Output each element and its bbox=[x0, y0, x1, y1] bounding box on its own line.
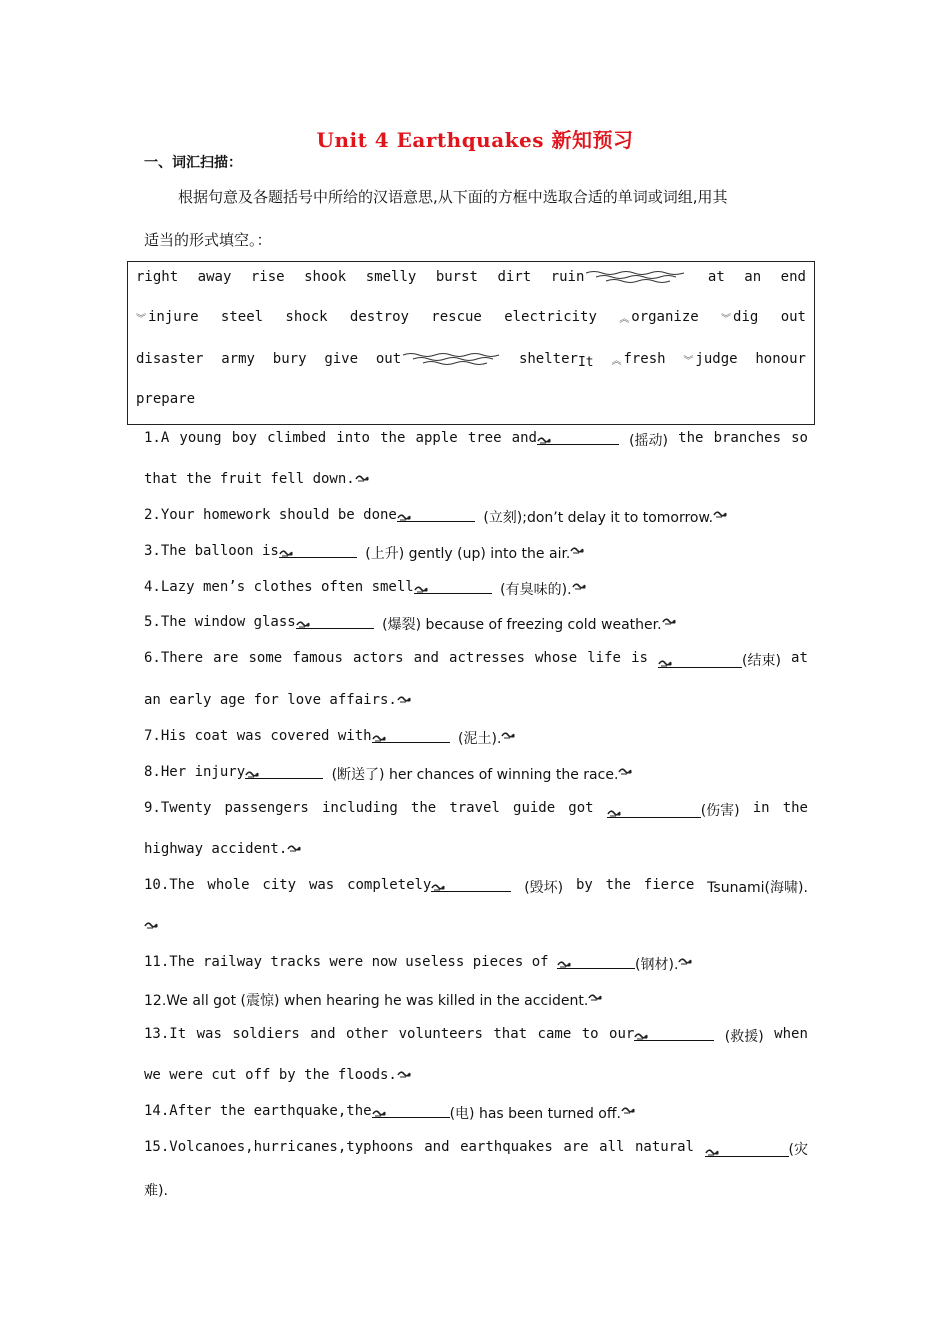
question-13-line-1 bbox=[144, 1026, 808, 1046]
word-box-row-4 bbox=[136, 391, 806, 407]
q-word: guide bbox=[513, 800, 556, 816]
word: an bbox=[744, 269, 762, 285]
q-word: the bbox=[782, 800, 808, 816]
q-word: 10.The bbox=[144, 877, 195, 893]
q-word: natural bbox=[634, 1139, 694, 1155]
ink-mark-icon bbox=[634, 1029, 650, 1039]
ink-mark-icon bbox=[287, 841, 303, 851]
q-hint: (摇动) bbox=[629, 433, 669, 449]
answer-blank[interactable] bbox=[372, 728, 450, 743]
q-text: 7.His coat was covered with bbox=[144, 728, 372, 744]
word: right bbox=[136, 269, 179, 285]
ink-mark-icon bbox=[414, 582, 430, 592]
ink-mark-icon bbox=[537, 433, 553, 443]
word: ruin bbox=[550, 269, 585, 285]
answer-blank[interactable] bbox=[296, 614, 374, 629]
q-word: the bbox=[678, 430, 704, 446]
q-word: boy bbox=[231, 430, 257, 446]
q-text: (泥土). bbox=[458, 731, 502, 747]
section-heading: 一、词汇扫描： bbox=[144, 155, 242, 171]
ink-mark-icon bbox=[713, 507, 729, 517]
ink-mark-icon bbox=[245, 767, 261, 777]
question-10-line-2 bbox=[144, 918, 808, 928]
chevron-down-icon: ︾ bbox=[136, 313, 146, 325]
word: dig bbox=[733, 309, 759, 325]
word: out bbox=[375, 351, 402, 367]
q-word: 9.Twenty bbox=[144, 800, 212, 816]
stray-mark: It bbox=[577, 354, 594, 370]
word-with-squiggle bbox=[551, 268, 689, 286]
question-3 bbox=[144, 543, 808, 563]
question-9-line-1 bbox=[144, 800, 808, 820]
q-text: 8.Her injury bbox=[144, 764, 246, 780]
word: rescue bbox=[431, 309, 482, 325]
q-text: (断送了) her chances of winning the race. bbox=[331, 767, 619, 783]
q-word: actors bbox=[352, 650, 404, 666]
q-text: 4.Lazy men’s clothes often smell bbox=[144, 579, 414, 595]
word-with-mark bbox=[518, 351, 594, 370]
word: army bbox=[221, 351, 255, 367]
answer-blank[interactable] bbox=[607, 803, 701, 818]
chevron-up-icon: ︽ bbox=[611, 355, 622, 367]
word: fresh bbox=[623, 351, 666, 367]
question-1-line-2 bbox=[144, 471, 808, 487]
word: shock bbox=[285, 309, 328, 325]
q-text: that the fruit fell down. bbox=[144, 471, 355, 487]
answer-blank[interactable] bbox=[414, 579, 492, 594]
question-10-line-1 bbox=[144, 877, 808, 897]
instruction-line-1: 根据句意及各题括号中所给的汉语意思,从下面的方框中选取合适的单词或词组,用其 bbox=[178, 188, 728, 206]
question-14 bbox=[144, 1103, 808, 1123]
q-text: 12.We all got (震惊) when hearing he was killed in the accident. bbox=[144, 993, 589, 1009]
q-text: highway accident. bbox=[144, 841, 288, 857]
squiggle-mark-icon bbox=[584, 268, 688, 286]
q-word: are bbox=[563, 1139, 589, 1155]
word: honour bbox=[755, 351, 806, 367]
instruction-line-2: 适当的形式填空。： bbox=[144, 231, 272, 249]
q-word: by bbox=[575, 877, 593, 893]
question-8 bbox=[144, 764, 808, 784]
q-word: when bbox=[774, 1026, 808, 1042]
ink-mark-icon bbox=[570, 543, 586, 553]
ink-mark-icon bbox=[572, 579, 588, 589]
answer-blank[interactable] bbox=[397, 507, 475, 522]
ink-mark-icon bbox=[296, 617, 312, 627]
q-word: soldiers bbox=[232, 1026, 300, 1042]
ink-mark-icon bbox=[279, 546, 295, 556]
q-word: in bbox=[752, 800, 770, 816]
word-with-chevron bbox=[683, 351, 737, 367]
word: electricity bbox=[504, 309, 597, 325]
q-word: and bbox=[310, 1026, 336, 1042]
q-text: (爆裂) because of freezing cold weather. bbox=[382, 617, 662, 633]
question-2 bbox=[144, 507, 808, 527]
word: dirt bbox=[497, 269, 532, 285]
word: judge bbox=[695, 351, 738, 367]
word-with-chevron bbox=[721, 309, 758, 325]
q-word: 13.It bbox=[144, 1026, 187, 1042]
answer-blank[interactable] bbox=[705, 1142, 789, 1157]
q-word: life bbox=[587, 650, 621, 666]
ink-mark-icon bbox=[431, 880, 447, 890]
q-word: travel bbox=[449, 800, 500, 816]
q-word: city bbox=[262, 877, 297, 893]
ink-mark-icon bbox=[705, 1145, 721, 1155]
question-12 bbox=[144, 990, 808, 1010]
answer-blank[interactable] bbox=[372, 1103, 450, 1118]
q-text: an early age for love affairs. bbox=[144, 692, 397, 708]
q-word: famous bbox=[292, 650, 343, 666]
ink-mark-icon bbox=[662, 614, 678, 624]
q-word: whose bbox=[535, 650, 578, 666]
squiggle-mark-icon bbox=[401, 350, 501, 368]
q-word: tree bbox=[467, 430, 502, 446]
q-word: at bbox=[791, 650, 808, 666]
q-word: 1.A bbox=[144, 430, 170, 446]
word: bury bbox=[272, 351, 307, 367]
question-5 bbox=[144, 614, 808, 634]
ink-mark-icon bbox=[678, 954, 694, 964]
word-with-chevron bbox=[619, 309, 698, 325]
q-word: so bbox=[791, 430, 808, 446]
word: destroy bbox=[349, 309, 409, 325]
question-6-line-2 bbox=[144, 692, 808, 708]
ink-mark-icon bbox=[607, 806, 623, 816]
ink-mark-icon bbox=[557, 957, 573, 967]
word-with-squiggle bbox=[376, 350, 501, 368]
q-word: is bbox=[631, 650, 648, 666]
word-box-row-1 bbox=[136, 268, 806, 286]
answer-blank[interactable] bbox=[279, 543, 357, 558]
q-word: young bbox=[179, 430, 222, 446]
question-9-line-2 bbox=[144, 841, 808, 857]
word: burst bbox=[435, 269, 478, 285]
word: rise bbox=[250, 269, 285, 285]
page-title: Unit 4 Earthquakes 新知预习 bbox=[316, 128, 634, 152]
ink-mark-icon bbox=[144, 918, 160, 928]
ink-mark-icon bbox=[397, 510, 413, 520]
word: shelter bbox=[518, 351, 578, 367]
answer-blank[interactable] bbox=[557, 954, 635, 969]
q-word: 15.Volcanoes,hurricanes,typhoons bbox=[144, 1139, 414, 1155]
ink-mark-icon bbox=[618, 764, 634, 774]
word-box-row-3 bbox=[136, 350, 806, 368]
q-word: all bbox=[599, 1139, 625, 1155]
q-hint: (伤害) bbox=[700, 803, 740, 819]
q-word: completely bbox=[347, 877, 432, 893]
question-1-line-1 bbox=[144, 430, 808, 450]
q-word: was bbox=[308, 877, 335, 893]
answer-blank[interactable] bbox=[658, 653, 742, 668]
q-word: and bbox=[413, 650, 439, 666]
word: away bbox=[197, 269, 232, 285]
word: out bbox=[780, 309, 806, 325]
q-word: whole bbox=[207, 877, 250, 893]
q-word: 6.There bbox=[144, 650, 204, 666]
chevron-down-icon: ︾ bbox=[683, 355, 694, 367]
q-word: volunteers bbox=[398, 1026, 483, 1042]
q-text: 11.The railway tracks were now useless pieces of bbox=[144, 954, 549, 970]
ink-mark-icon bbox=[501, 728, 517, 738]
q-text: (电) has been turned off. bbox=[449, 1106, 621, 1122]
q-word: that bbox=[493, 1026, 528, 1042]
question-6-line-1 bbox=[144, 650, 808, 670]
ink-mark-icon bbox=[372, 1106, 388, 1116]
word: disaster bbox=[136, 351, 204, 367]
word: at bbox=[707, 269, 725, 285]
answer-blank[interactable] bbox=[537, 430, 619, 445]
q-word: other bbox=[346, 1026, 389, 1042]
question-7 bbox=[144, 728, 808, 748]
q-text: 3.The balloon is bbox=[144, 543, 279, 559]
q-word: passengers bbox=[224, 800, 309, 816]
q-word: actresses bbox=[449, 650, 525, 666]
q-word: the bbox=[410, 800, 437, 816]
ink-mark-icon bbox=[372, 731, 388, 741]
q-word: earthquakes bbox=[460, 1139, 553, 1155]
ink-mark-icon bbox=[397, 1067, 413, 1077]
q-text: (有臭味的). bbox=[500, 582, 572, 598]
word-box-row-2 bbox=[136, 309, 806, 325]
q-word: was bbox=[196, 1026, 222, 1042]
q-word: into bbox=[336, 430, 370, 446]
q-word: to bbox=[581, 1026, 599, 1042]
q-text: (上升) gently (up) into the air. bbox=[365, 546, 571, 562]
ink-mark-icon bbox=[355, 471, 371, 481]
question-11 bbox=[144, 954, 808, 974]
word: give bbox=[324, 351, 359, 367]
q-text: 难). bbox=[144, 1183, 168, 1199]
q-word: got bbox=[568, 800, 594, 816]
answer-blank[interactable] bbox=[634, 1026, 714, 1041]
q-word: our bbox=[609, 1026, 635, 1042]
chevron-up-icon: ︽ bbox=[619, 313, 630, 325]
q-text: 14.After the earthquake,the bbox=[144, 1103, 372, 1119]
word-with-chevron bbox=[611, 351, 665, 367]
q-word: and bbox=[424, 1139, 450, 1155]
ink-mark-icon bbox=[588, 990, 604, 1000]
word: smelly bbox=[365, 269, 417, 285]
q-hint: (灾 bbox=[788, 1142, 808, 1158]
word: steel bbox=[220, 309, 264, 325]
q-word: the bbox=[605, 877, 631, 893]
q-hint: (救援) bbox=[724, 1029, 764, 1045]
q-word: apple bbox=[415, 430, 458, 446]
q-text: (立刻);don’t delay it to tomorrow. bbox=[483, 510, 714, 526]
word: shook bbox=[304, 269, 347, 285]
q-text: we were cut off by the floods. bbox=[144, 1067, 397, 1083]
answer-blank[interactable] bbox=[431, 877, 511, 892]
q-hint: (毁坏) bbox=[524, 880, 564, 896]
word: prepare bbox=[136, 391, 196, 407]
q-word: and bbox=[511, 430, 537, 446]
q-word: the bbox=[380, 430, 406, 446]
ink-mark-icon bbox=[397, 692, 413, 702]
q-word: Tsunami(海啸). bbox=[707, 880, 808, 896]
q-hint: (结束) bbox=[742, 653, 781, 669]
q-word: fierce bbox=[643, 877, 695, 893]
word-box bbox=[127, 261, 815, 425]
question-15-line-2 bbox=[144, 1180, 808, 1200]
q-word: came bbox=[537, 1026, 572, 1042]
word: end bbox=[780, 269, 806, 285]
q-word: branches bbox=[713, 430, 781, 446]
q-word: climbed bbox=[267, 430, 327, 446]
ink-mark-icon bbox=[658, 656, 674, 666]
question-13-line-2 bbox=[144, 1067, 808, 1083]
word: organize bbox=[631, 309, 699, 325]
chevron-down-icon: ︾ bbox=[721, 313, 732, 325]
word: injure bbox=[148, 309, 199, 325]
question-15-line-1 bbox=[144, 1139, 808, 1159]
q-word: are bbox=[213, 650, 239, 666]
q-text: 5.The window glass bbox=[144, 614, 296, 630]
q-word: including bbox=[321, 800, 398, 816]
q-text: (钢材). bbox=[635, 957, 679, 973]
answer-blank[interactable] bbox=[245, 764, 323, 779]
q-text: 2.Your homework should be done bbox=[144, 507, 397, 523]
word-with-chevron bbox=[136, 309, 199, 325]
q-word: some bbox=[248, 650, 283, 666]
question-4 bbox=[144, 579, 808, 599]
ink-mark-icon bbox=[621, 1103, 637, 1113]
